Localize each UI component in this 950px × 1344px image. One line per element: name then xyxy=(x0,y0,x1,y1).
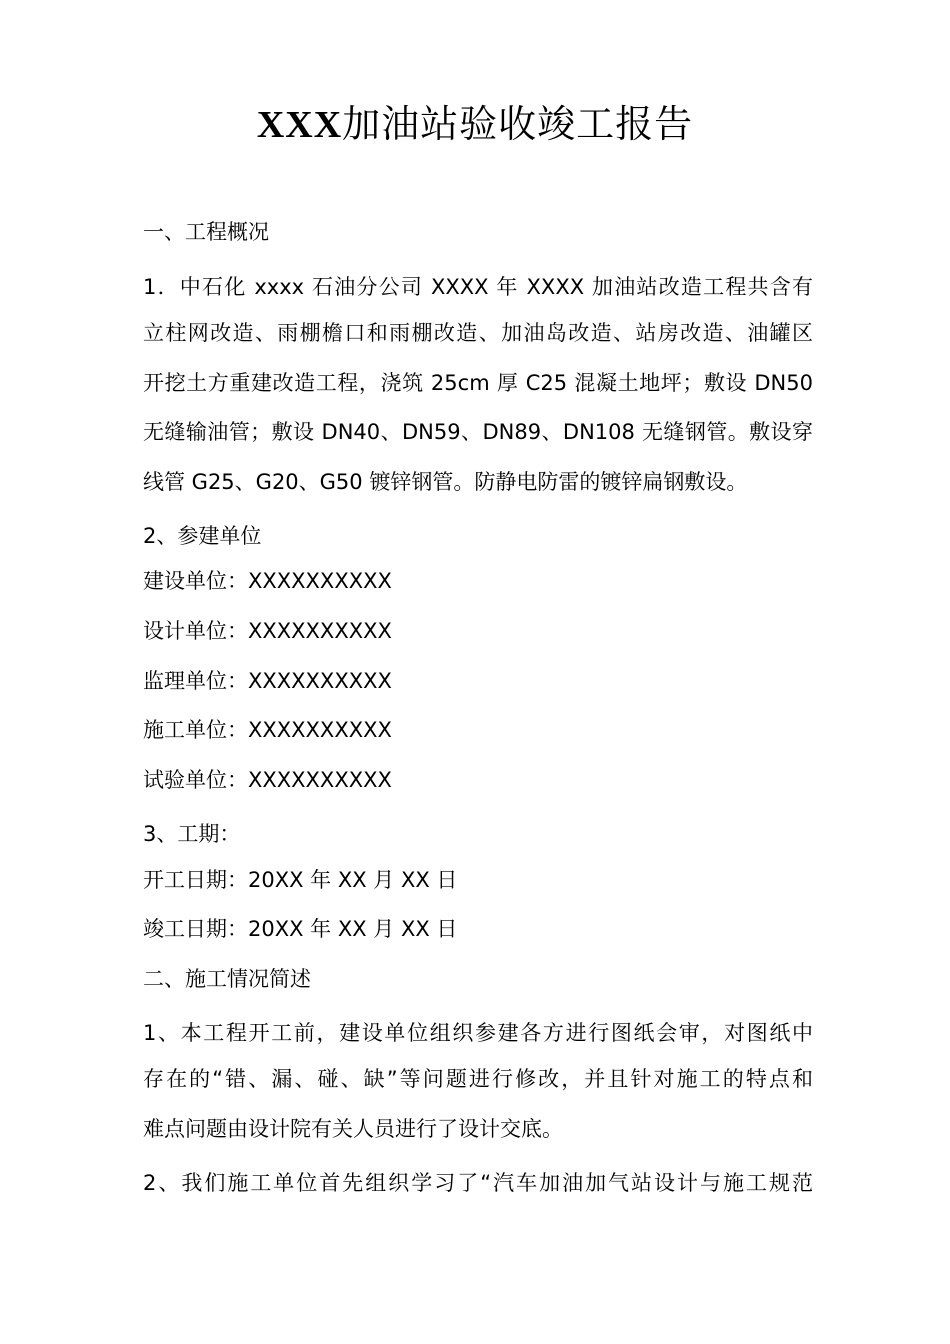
paragraph-line: 2、我们施工单位首先组织学习了“汽车加油加气站设计与施工规范 xyxy=(143,1171,813,1195)
list-item: 建设单位：XXXXXXXXXX xyxy=(143,569,392,593)
paragraph-line: 无缝输油管；敷设 DN40、DN59、DN89、DN108 无缝钢管。敷设穿 xyxy=(143,420,813,444)
paragraph-line: 存在的“错、漏、碰、缺”等问题进行修改，并且针对施工的特点和 xyxy=(143,1067,813,1091)
list-item: 监理单位：XXXXXXXXXX xyxy=(143,669,392,693)
paragraph-line: 开挖土方重建改造工程，浇筑 25cm 厚 C25 混凝土地坪；敷设 DN50 xyxy=(143,371,813,395)
title-latin: XXX xyxy=(256,104,343,146)
title-chinese: 加油站验收竣工报告 xyxy=(342,102,694,146)
paragraph-line: 1、本工程开工前，建设单位组织参建各方进行图纸会审，对图纸中 xyxy=(143,1021,813,1045)
list-item: 试验单位：XXXXXXXXXX xyxy=(143,768,392,792)
list-item: 开工日期：20XX 年 XX 月 XX 日 xyxy=(143,868,458,892)
paragraph-line: 立柱网改造、雨棚檐口和雨棚改造、加油岛改造、站房改造、油罐区 xyxy=(143,321,813,345)
section-heading-construction: 二、施工情况简述 xyxy=(143,967,311,991)
page-title xyxy=(0,96,950,153)
paragraph-line: 难点问题由设计院有关人员进行了设计交底。 xyxy=(143,1117,563,1141)
list-item: 竣工日期：20XX 年 XX 月 XX 日 xyxy=(143,917,458,941)
subheading-schedule: 3、工期： xyxy=(143,822,241,846)
paragraph-line: 1．中石化 xxxx 石油分公司 XXXX 年 XXXX 加油站改造工程共含有 xyxy=(143,275,813,299)
subheading-participants: 2、参建单位 xyxy=(143,524,262,548)
list-item: 施工单位：XXXXXXXXXX xyxy=(143,718,392,742)
paragraph-line: 线管 G25、G20、G50 镀锌钢管。防静电防雷的镀锌扁钢敷设。 xyxy=(143,470,748,494)
section-heading-overview: 一、工程概况 xyxy=(143,220,269,244)
list-item: 设计单位：XXXXXXXXXX xyxy=(143,619,392,643)
